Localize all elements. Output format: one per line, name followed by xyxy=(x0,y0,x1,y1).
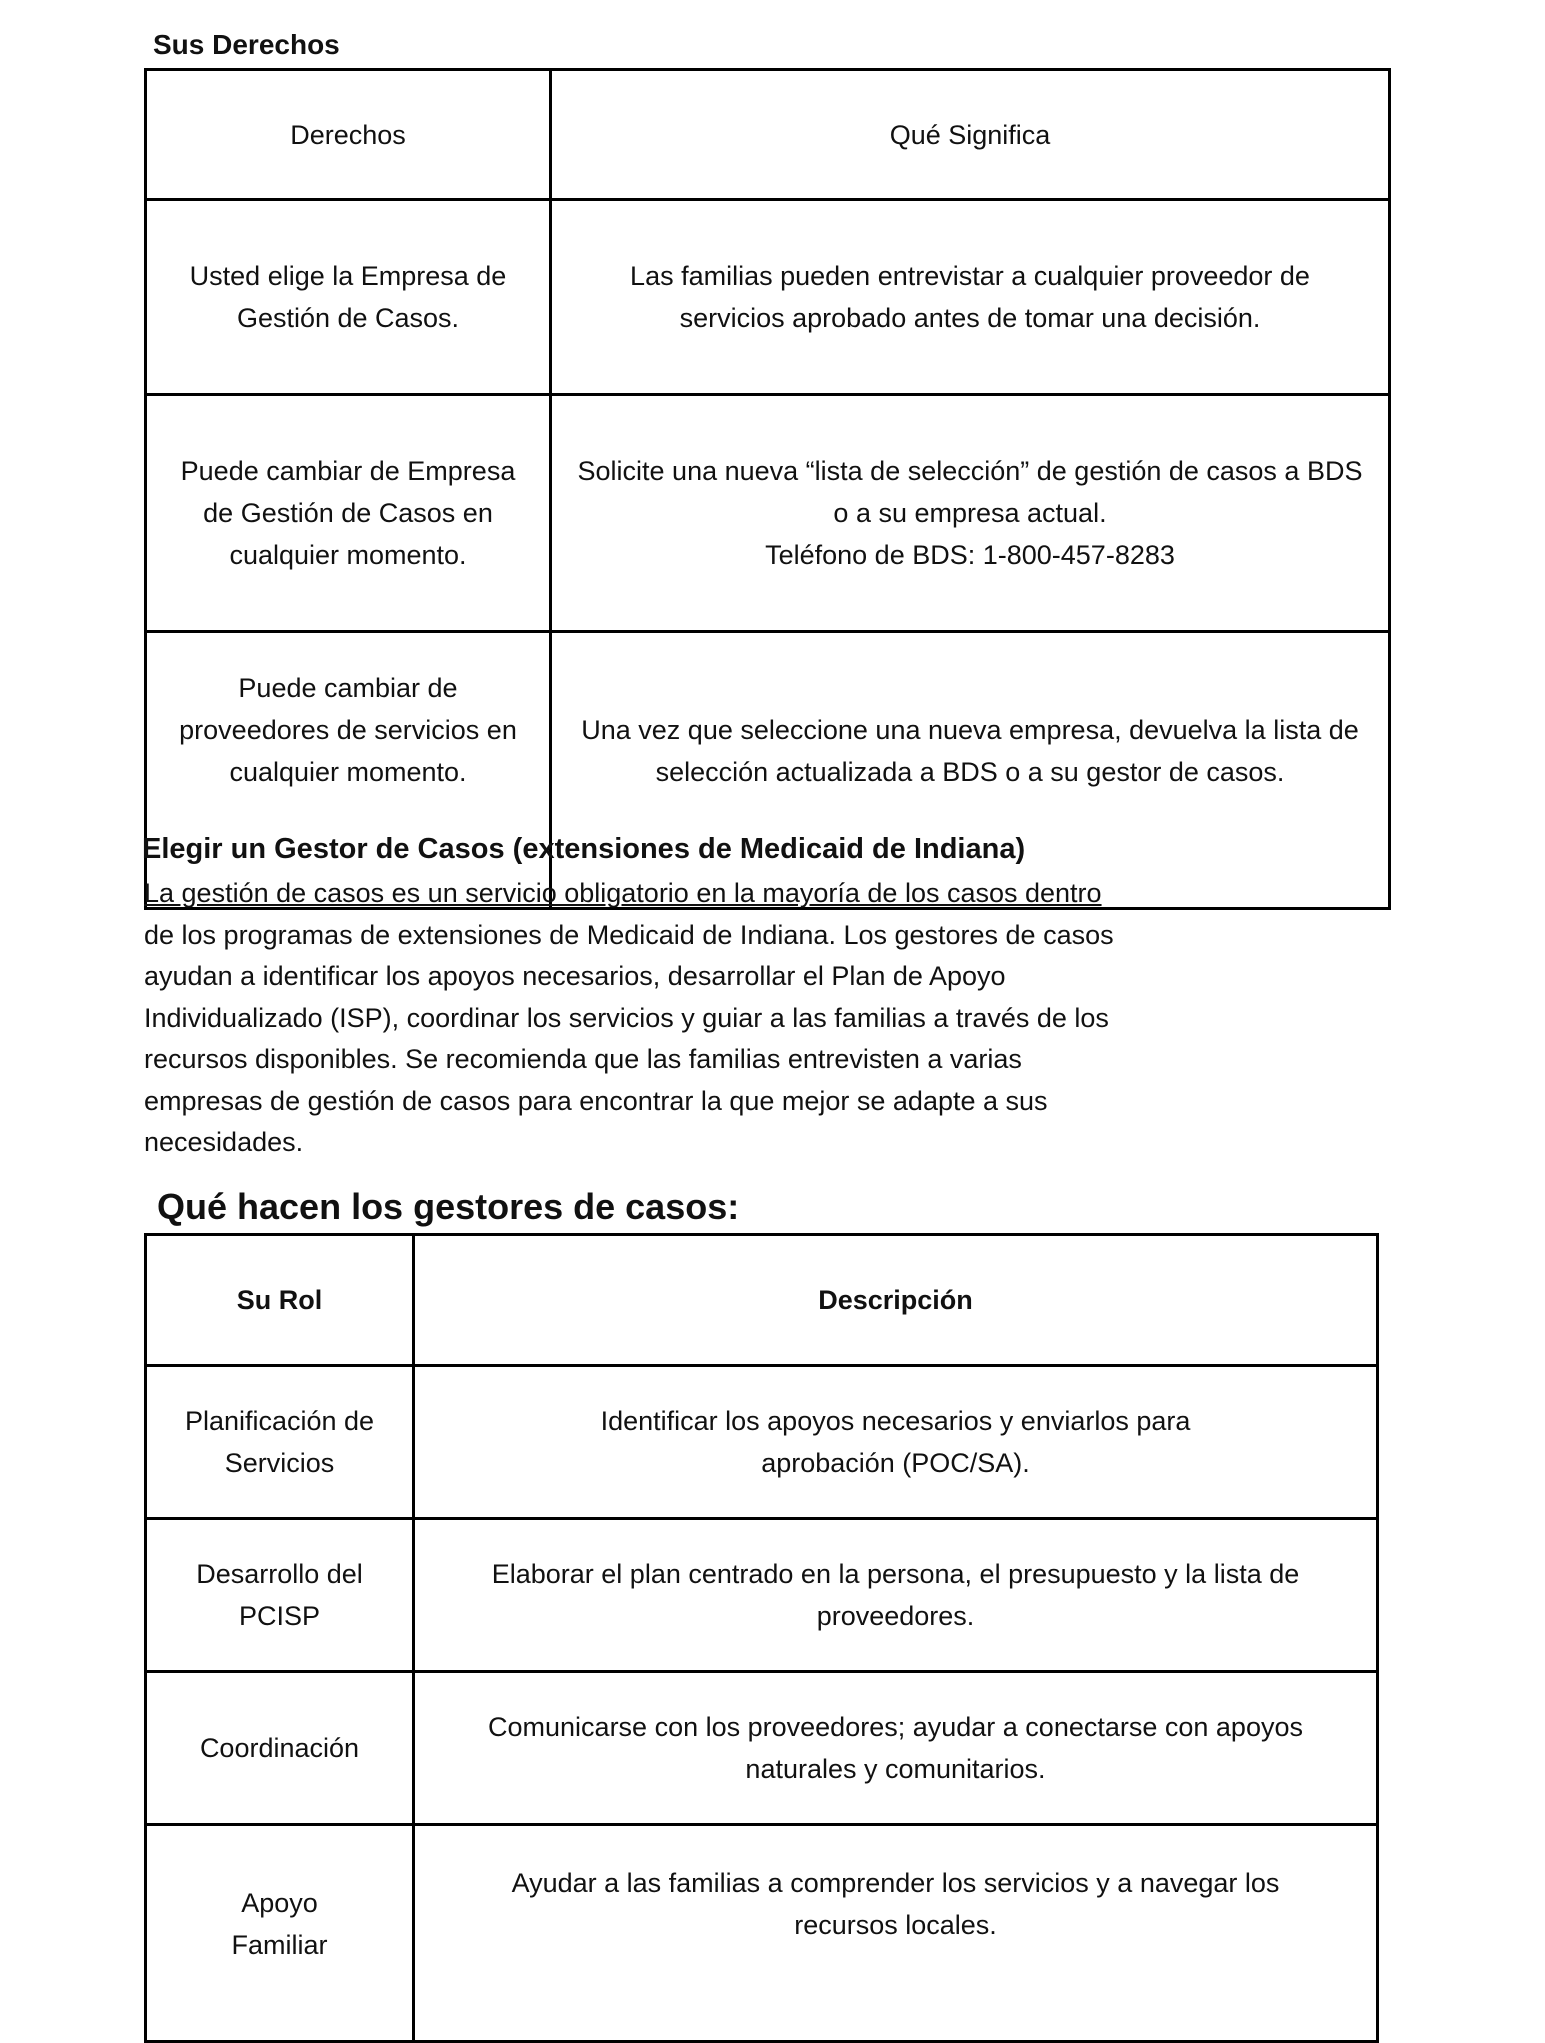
roles-title: Qué hacen los gestores de casos: xyxy=(157,1186,740,1227)
header-text: Qué Significa xyxy=(889,119,1051,150)
cell-text: Identificar los apoyos necesarios y enviarlos para aprobación (POC/SA). xyxy=(600,1406,1191,1478)
cell-text: Usted elige la Empresa de Gestión de Casos. xyxy=(189,261,507,333)
table-row-meaning xyxy=(549,630,1391,910)
header-text: Derechos xyxy=(290,119,406,150)
choose-paragraph xyxy=(144,873,1394,1164)
table-row-description xyxy=(412,1823,1379,2043)
cell-text: Puede cambiar de proveedores de servicios en cualquier momento. xyxy=(179,673,517,787)
table-row-right xyxy=(144,198,552,396)
paragraph-line: Individualizado (ISP), coordinar los servicios y guiar a las familias a través de los xyxy=(144,1002,1109,1033)
header-description xyxy=(412,1233,1379,1367)
table-row-role xyxy=(144,1823,415,2043)
table-row-right xyxy=(144,630,552,910)
choose-title: Elegir un Gestor de Casos (extensiones de Medicaid de Indiana) xyxy=(142,833,1026,865)
table-row-meaning xyxy=(549,198,1391,396)
header-text: Su Rol xyxy=(236,1285,323,1315)
cell-text: Elaborar el plan centrado en la persona, el presupuesto y la lista de proveedores. xyxy=(491,1559,1300,1631)
header-meaning xyxy=(549,68,1391,201)
table-row-role xyxy=(144,1517,415,1673)
paragraph-line: La gestión de casos es un servicio obligatorio en la mayoría de los casos dentro xyxy=(144,878,1102,908)
table-row-right xyxy=(144,393,552,633)
paragraph-line: de los programas de extensiones de Medicaid de Indiana. Los gestores de casos xyxy=(144,919,1114,950)
cell-text: Planificación de Servicios xyxy=(184,1406,375,1478)
cell-text: Comunicarse con los proveedores; ayudar a conectarse con apoyos naturales y comunitarios. xyxy=(488,1712,1303,1784)
rights-title: Sus Derechos xyxy=(153,29,340,60)
table-row-description xyxy=(412,1517,1379,1673)
cell-text: Solicite una nueva “lista de selección” de gestión de casos a BDS o a su empresa actual. xyxy=(577,456,1363,528)
header-role xyxy=(144,1233,415,1367)
table-row-role xyxy=(144,1670,415,1826)
cell-text: Coordinación xyxy=(199,1733,360,1763)
cell-text: Puede cambiar de Empresa de Gestión de Casos en cualquier momento. xyxy=(180,456,516,570)
cell-text: Una vez que seleccione una nueva empresa, devuelva la lista de selección actualizada a BDS o a su gestor de casos. xyxy=(581,715,1359,787)
cell-text: Desarrollo del PCISP xyxy=(196,1559,363,1631)
cell-text: Las familias pueden entrevistar a cualquier proveedor de servicios aprobado antes de tomar una decisión. xyxy=(630,261,1310,333)
paragraph-line: recursos disponibles. Se recomienda que las familias entrevisten a varias xyxy=(144,1044,1022,1074)
paragraph-line: necesidades. xyxy=(144,1127,304,1157)
cell-text: Ayudar a las familias a comprender los servicios y a navegar los recursos locales. xyxy=(511,1868,1280,1940)
header-text: Descripción xyxy=(818,1285,973,1315)
header-rights xyxy=(144,68,552,201)
table-row-description xyxy=(412,1364,1379,1520)
table-row-role xyxy=(144,1364,415,1520)
table-row-description xyxy=(412,1670,1379,1826)
paragraph-line: empresas de gestión de casos para encontrar la que mejor se adapte a sus xyxy=(144,1085,1048,1116)
bds-phone: Teléfono de BDS: 1-800-457-8283 xyxy=(765,540,1175,570)
paragraph-line: ayudan a identificar los apoyos necesarios, desarrollar el Plan de Apoyo xyxy=(144,961,1006,991)
table-row-meaning xyxy=(549,393,1391,633)
cell-text: Apoyo Familiar xyxy=(231,1888,328,1960)
